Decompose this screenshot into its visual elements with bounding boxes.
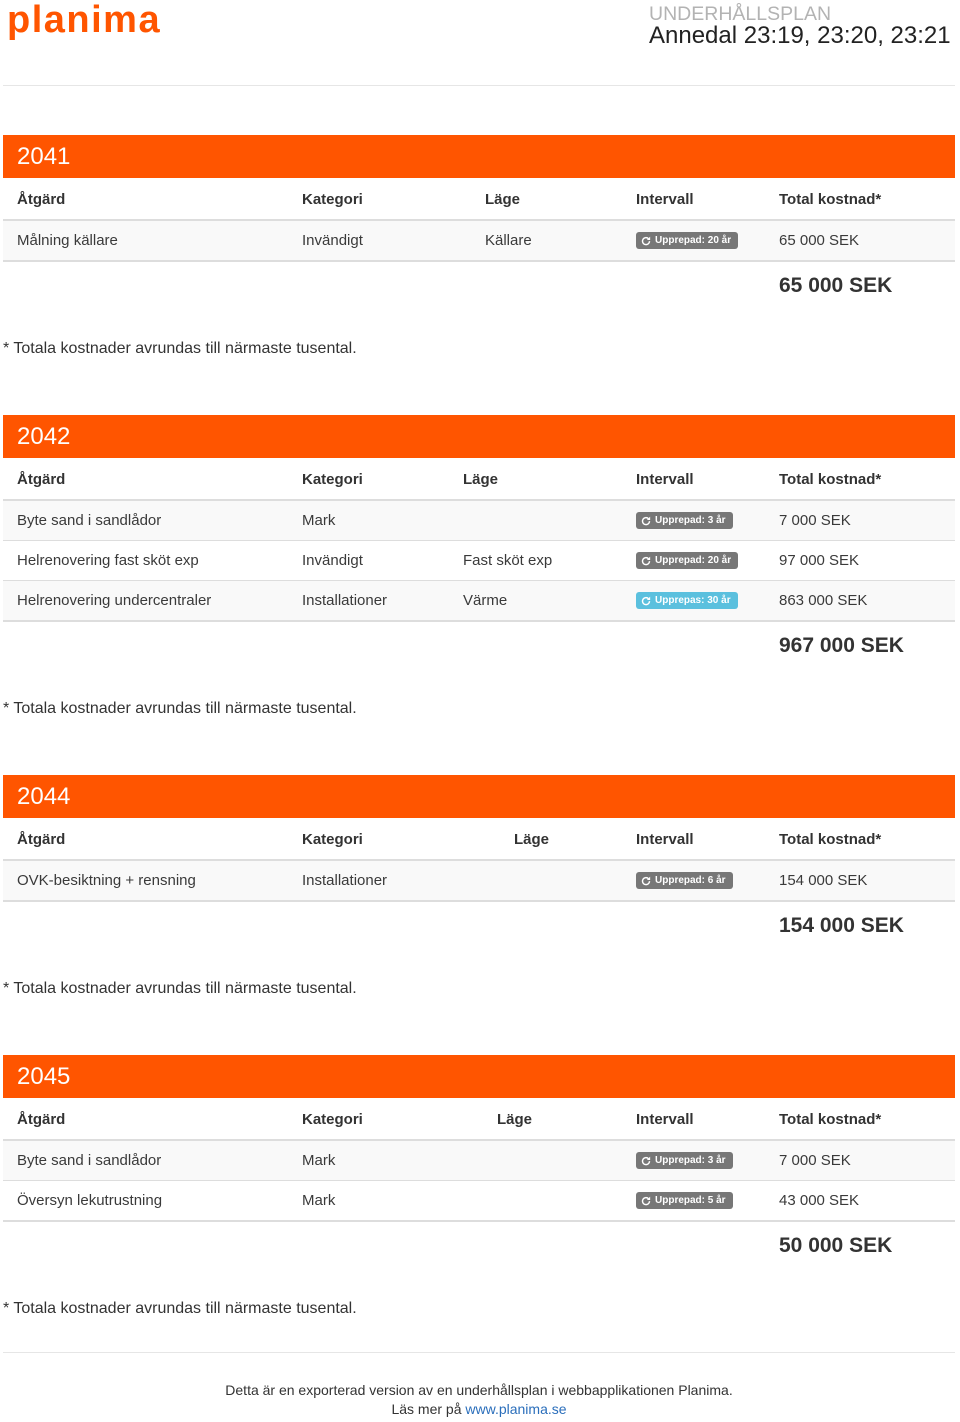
- interval-badge: [636, 232, 738, 249]
- table-body: [3, 221, 955, 262]
- action-cell: Byte sand i sandlådor: [17, 1152, 162, 1169]
- column-header-category: Kategori: [302, 831, 363, 848]
- section-total: [3, 902, 955, 950]
- interval-label: Upprepad: 20 år: [655, 555, 732, 566]
- table-body: [3, 1141, 955, 1222]
- column-header-interval: Intervall: [636, 471, 694, 488]
- refresh-icon: [641, 876, 651, 886]
- interval-badge: [636, 512, 733, 529]
- rounding-footnote: * Totala kostnader avrundas till närmaste tusental.: [3, 340, 357, 357]
- interval-badge: [636, 552, 738, 569]
- total-cost-value: 65 000 SEK: [779, 274, 893, 297]
- category-cell: Invändigt: [302, 232, 363, 249]
- action-cell: Helrenovering fast sköt exp: [17, 552, 199, 569]
- column-header-total-cost: Total kostnad*: [779, 831, 882, 848]
- page-footer: [0, 1381, 958, 1419]
- table-row: [3, 1141, 955, 1180]
- year-heading: [3, 415, 955, 458]
- action-cell: Helrenovering undercentraler: [17, 592, 212, 609]
- category-cell: Mark: [302, 512, 336, 529]
- table-row: [3, 540, 955, 580]
- table-header: [3, 1098, 955, 1141]
- column-header-interval: Intervall: [636, 191, 694, 208]
- cost-cell: 97 000 SEK: [779, 552, 860, 569]
- column-header-location: Läge: [497, 1111, 533, 1128]
- table-body: [3, 861, 955, 902]
- refresh-icon: [641, 516, 651, 526]
- category-cell: Installationer: [302, 592, 388, 609]
- category-cell: Installationer: [302, 872, 388, 889]
- total-cost-value: 50 000 SEK: [779, 1234, 893, 1257]
- location-cell: Värme: [463, 592, 508, 609]
- category-cell: Mark: [302, 1152, 336, 1169]
- table-row: [3, 861, 955, 902]
- interval-badge: [636, 1192, 733, 1209]
- interval-label: Upprepad: 6 år: [655, 875, 726, 886]
- column-header-location: Läge: [463, 471, 499, 488]
- category-cell: Invändigt: [302, 552, 363, 569]
- location-cell: Fast sköt exp: [463, 552, 553, 569]
- column-header-category: Kategori: [302, 1111, 363, 1128]
- column-header-total-cost: Total kostnad*: [779, 1111, 882, 1128]
- section-total: [3, 262, 955, 310]
- table-header: [3, 178, 955, 221]
- interval-badge: [636, 592, 738, 609]
- location-cell: Källare: [485, 232, 532, 249]
- cost-cell: 7 000 SEK: [779, 512, 851, 529]
- year-heading: [3, 135, 955, 178]
- cost-cell: 7 000 SEK: [779, 1152, 851, 1169]
- total-cost-value: 967 000 SEK: [779, 634, 904, 657]
- column-header-action: Åtgärd: [17, 831, 66, 848]
- cost-cell: 863 000 SEK: [779, 592, 868, 609]
- year-section: [3, 775, 955, 999]
- planima-website-link[interactable]: www.planima.se: [465, 1401, 567, 1417]
- column-header-action: Åtgärd: [17, 471, 66, 488]
- footer-divider: [3, 1352, 955, 1353]
- interval-label: Upprepad: 3 år: [655, 1155, 726, 1166]
- interval-badge: [636, 1152, 733, 1169]
- year-section: [3, 1055, 955, 1319]
- cost-cell: 65 000 SEK: [779, 232, 860, 249]
- year-heading: [3, 775, 955, 818]
- interval-label: Upprepad: 5 år: [655, 1195, 726, 1206]
- column-header-category: Kategori: [302, 191, 363, 208]
- column-header-location: Läge: [514, 831, 550, 848]
- planima-logo: planima: [7, 0, 162, 41]
- interval-label: Upprepas: 30 år: [655, 595, 731, 606]
- year-label: 2045: [17, 1063, 71, 1090]
- cost-cell: 43 000 SEK: [779, 1192, 860, 1209]
- column-header-interval: Intervall: [636, 1111, 694, 1128]
- action-cell: Byte sand i sandlådor: [17, 512, 162, 529]
- maintenance-plan: [3, 135, 955, 1375]
- table-header: [3, 818, 955, 861]
- column-header-action: Åtgärd: [17, 1111, 66, 1128]
- year-label: 2042: [17, 423, 71, 450]
- read-more-line: [0, 1400, 958, 1419]
- table-row: [3, 580, 955, 622]
- table-header: [3, 458, 955, 501]
- year-label: 2041: [17, 143, 71, 170]
- refresh-icon: [641, 1156, 651, 1166]
- action-cell: Målning källare: [17, 232, 118, 249]
- column-header-category: Kategori: [302, 471, 363, 488]
- column-header-total-cost: Total kostnad*: [779, 471, 882, 488]
- rounding-footnote: * Totala kostnader avrundas till närmaste tusental.: [3, 980, 357, 997]
- refresh-icon: [641, 556, 651, 566]
- section-total: [3, 1222, 955, 1270]
- year-section: [3, 135, 955, 359]
- column-header-location: Läge: [485, 191, 521, 208]
- column-header-action: Åtgärd: [17, 191, 66, 208]
- column-header-interval: Intervall: [636, 831, 694, 848]
- category-cell: Mark: [302, 1192, 336, 1209]
- table-row: [3, 501, 955, 540]
- page-header: [0, 0, 960, 85]
- column-header-total-cost: Total kostnad*: [779, 191, 882, 208]
- rounding-footnote: * Totala kostnader avrundas till närmaste tusental.: [3, 700, 357, 717]
- section-total: [3, 622, 955, 670]
- refresh-icon: [641, 1196, 651, 1206]
- action-cell: Översyn lekutrustning: [17, 1192, 163, 1209]
- header-divider: [3, 85, 955, 86]
- total-cost-value: 154 000 SEK: [779, 914, 904, 937]
- table-row: [3, 221, 955, 262]
- cost-cell: 154 000 SEK: [779, 872, 868, 889]
- property-title: Annedal 23:19, 23:20, 23:21: [649, 22, 951, 49]
- year-heading: [3, 1055, 955, 1098]
- read-more-label: Läs mer på: [391, 1401, 462, 1417]
- interval-label: Upprepad: 20 år: [655, 235, 732, 246]
- year-label: 2044: [17, 783, 71, 810]
- rounding-footnote: * Totala kostnader avrundas till närmaste tusental.: [3, 1300, 357, 1317]
- refresh-icon: [641, 236, 651, 246]
- action-cell: OVK-besiktning + rensning: [17, 872, 196, 889]
- interval-label: Upprepad: 3 år: [655, 515, 726, 526]
- interval-badge: [636, 872, 733, 889]
- refresh-icon: [641, 596, 651, 606]
- year-section: [3, 415, 955, 719]
- document-type: UNDERHÅLLSPLAN: [649, 3, 832, 25]
- table-body: [3, 501, 955, 622]
- table-row: [3, 1180, 955, 1222]
- export-notice: Detta är en exporterad version av en underhållsplan i webbapplikationen Planima.: [225, 1382, 733, 1398]
